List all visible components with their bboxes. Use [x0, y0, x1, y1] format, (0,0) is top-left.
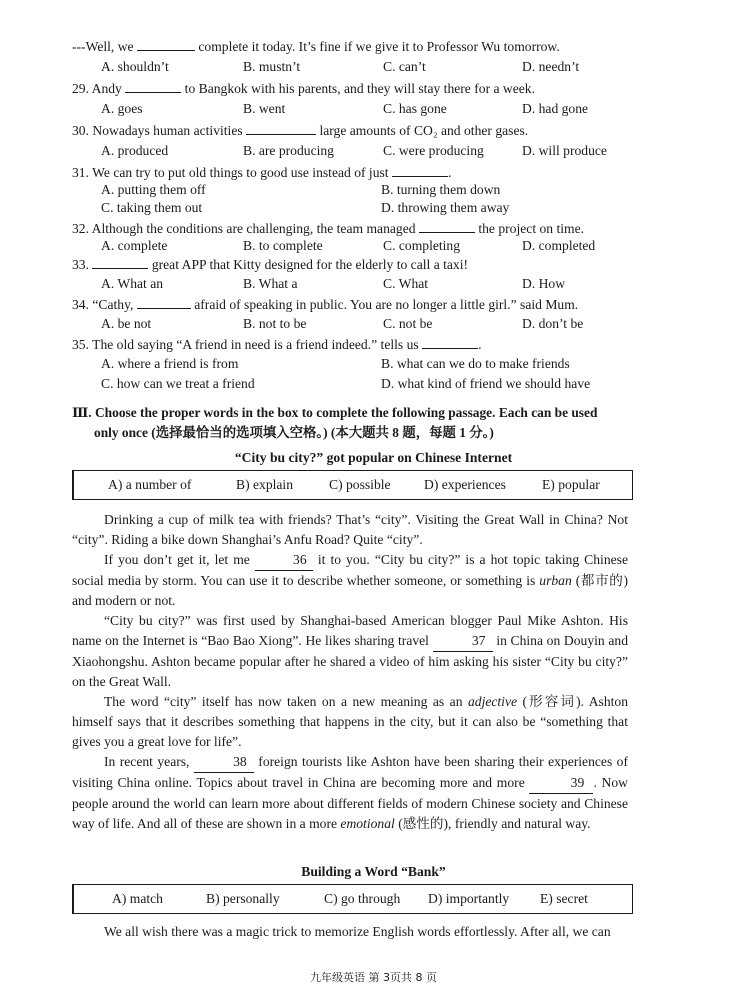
question-33 — [72, 254, 632, 275]
question-28-line — [72, 36, 632, 57]
option-c[interactable]: C. not be — [383, 316, 433, 331]
option-b[interactable]: B. went — [243, 101, 286, 116]
text: (形容词). Ashton himself says that it describes something that happens in the city, but it can also be “something that gives you a great love for life”. — [72, 694, 628, 749]
italic-word: emotional — [340, 816, 395, 831]
italic-word: adjective — [467, 694, 518, 709]
option-c[interactable]: C. completing — [383, 238, 461, 253]
text: If you don’t get it, let me — [104, 552, 250, 567]
option-c[interactable]: C. how can we treat a friend — [101, 376, 255, 391]
section-heading — [72, 403, 632, 443]
question-text: . — [447, 165, 452, 180]
option-b[interactable]: B. turning them down — [381, 182, 501, 197]
text: “City bu city?” was first used by Shanghai-based American blogger Paul Mike Ashton. His name on the Internet is “Bao Bao Xiong”. He likes sharing travel — [72, 613, 628, 648]
option-a[interactable]: A. shouldn’t — [101, 59, 169, 74]
answer-blank[interactable] — [137, 294, 191, 309]
question-text: the project on time. — [478, 221, 585, 236]
option-a[interactable]: A. goes — [101, 101, 143, 116]
answer-blank[interactable] — [392, 162, 448, 177]
option-d[interactable]: D. How — [522, 276, 566, 291]
option-c[interactable]: C. taking them out — [101, 200, 203, 215]
text: . Now people around the world can learn more about different fields of modern Chinese society and Chinese way of life. And all of these are shown in a more — [72, 775, 628, 831]
section-heading-line: only once (选择最恰当的选项填入空格。) (本大题共 8 题，每题 1 分。) — [94, 425, 494, 440]
text: in China on Douyin and Xiaohongshu. Ashton became popular after he shared a video of him asking his sister “City bu city?” on the Great Wall. — [72, 633, 628, 689]
word-option: B) explain — [236, 477, 294, 492]
option-c[interactable]: C. were producing — [383, 143, 484, 158]
answer-blank[interactable] — [246, 120, 316, 135]
page-footer: 九年级英语 第 3页共 8 页 — [310, 971, 437, 984]
text: it to you. “City bu city?” is a hot topic taking Chinese social media by storm. You can use it to describe whether someone, or something is — [72, 552, 628, 588]
question-text: 35. The old saying “A friend in need is a friend indeed.” tells us — [72, 337, 419, 352]
option-b[interactable]: B. not to be — [243, 316, 307, 331]
option-a[interactable]: A. complete — [101, 238, 168, 253]
paragraph — [72, 692, 628, 752]
answer-blank[interactable] — [137, 36, 195, 51]
question-text: large amounts of CO₂ and other gases. — [319, 123, 529, 138]
passage-body — [72, 510, 628, 834]
question-text: 32. Although the conditions are challenging, the team managed — [72, 221, 416, 236]
word-option: A) match — [112, 891, 163, 906]
paragraph: Drinking a cup of milk tea with friends? That’s “city”. Visiting the Great Wall in China? Not “city”. Riding a bike down Shanghai’s Anfu Road? Quite “city”. — [72, 512, 628, 547]
answer-blank[interactable] — [125, 78, 181, 93]
option-a[interactable]: A. where a friend is from — [101, 356, 239, 371]
option-b[interactable]: B. what can we do to make friends — [381, 356, 570, 371]
word-option: D) importantly — [428, 891, 510, 906]
question-text: 30. Nowadays human activities — [72, 123, 243, 138]
question-text: to Bangkok with his parents, and they will stay there for a week. — [184, 81, 536, 96]
word-box — [72, 884, 633, 914]
option-d[interactable]: D. what kind of friend we should have — [381, 376, 591, 391]
passage-title: “City bu city?” got popular on Chinese Internet — [234, 450, 513, 465]
question-text: ---Well, we — [72, 39, 134, 54]
question-text: afraid of speaking in public. You are no longer a little girl.” said Mum. — [194, 297, 579, 312]
paragraph — [72, 752, 628, 834]
option-a[interactable]: A. be not — [101, 316, 152, 331]
word-option: E) popular — [542, 477, 600, 492]
question-text: great APP that Kitty designed for the elderly to call a taxi! — [151, 257, 469, 272]
answer-blank[interactable] — [422, 334, 478, 349]
word-option: B) personally — [206, 891, 280, 906]
paragraph — [72, 550, 628, 611]
blank-38[interactable]: 38 — [194, 752, 254, 773]
option-c[interactable]: C. What — [383, 276, 429, 291]
word-option: E) secret — [540, 891, 588, 906]
word-box — [72, 470, 633, 500]
question-text: . — [478, 337, 482, 352]
question-text: 34. “Cathy, — [72, 297, 134, 312]
section-heading-line: Ⅲ. Choose the proper words in the box to complete the following passage. Each can be used — [72, 405, 598, 420]
passage-title: Building a Word “Bank” — [301, 864, 446, 879]
option-c[interactable]: C. has gone — [383, 101, 447, 116]
word-option: C) possible — [329, 477, 391, 492]
text: foreign tourists like Ashton have been sharing their experiences of visiting China online. Topics about travel in China are becoming more and more — [72, 754, 628, 790]
option-d[interactable]: D. needn’t — [522, 59, 580, 74]
word-option: D) experiences — [424, 477, 506, 492]
question-29 — [72, 78, 632, 99]
option-a[interactable]: A. What an — [101, 276, 164, 291]
blank-39[interactable]: 39 — [529, 773, 593, 794]
text: The word “city” itself has now taken on a new meaning as an — [104, 694, 463, 709]
option-d[interactable]: D. completed — [522, 238, 596, 253]
paragraph: We all wish there was a magic trick to memorize English words effortlessly. After all, we can — [104, 924, 611, 939]
word-option: A) a number of — [108, 477, 192, 492]
blank-37[interactable]: 37 — [433, 631, 493, 652]
italic-word: urban — [539, 573, 572, 588]
question-35 — [72, 334, 632, 355]
option-a[interactable]: A. produced — [101, 143, 169, 158]
option-a[interactable]: A. putting them off — [101, 182, 206, 197]
option-b[interactable]: B. mustn’t — [243, 59, 301, 74]
option-c[interactable]: C. can’t — [383, 59, 426, 74]
option-d[interactable]: D. throwing them away — [381, 200, 510, 215]
question-34 — [72, 294, 632, 315]
option-b[interactable]: B. to complete — [243, 238, 323, 253]
question-text: 33. — [72, 257, 89, 272]
question-text: complete it today. It’s fine if we give it to Professor Wu tomorrow. — [198, 39, 560, 54]
answer-blank[interactable] — [92, 254, 148, 269]
answer-blank[interactable] — [419, 218, 475, 233]
word-option: C) go through — [324, 891, 401, 906]
option-b[interactable]: B. are producing — [243, 143, 334, 158]
text: (都市的) and modern or not. — [72, 573, 628, 608]
blank-36[interactable]: 36 — [255, 550, 313, 571]
text: (感性的), friendly and natural way. — [398, 816, 591, 831]
question-30 — [72, 120, 632, 141]
paragraph — [72, 611, 628, 692]
question-text: 29. Andy — [72, 81, 122, 96]
option-d[interactable]: D. will produce — [522, 143, 607, 158]
option-d[interactable]: D. had gone — [522, 101, 589, 116]
passage-body — [72, 922, 628, 942]
option-d[interactable]: D. don’t be — [522, 316, 584, 331]
text: In recent years, — [104, 754, 190, 769]
question-text: 31. We can try to put old things to good use instead of just — [72, 165, 389, 180]
option-b[interactable]: B. What a — [243, 276, 298, 291]
